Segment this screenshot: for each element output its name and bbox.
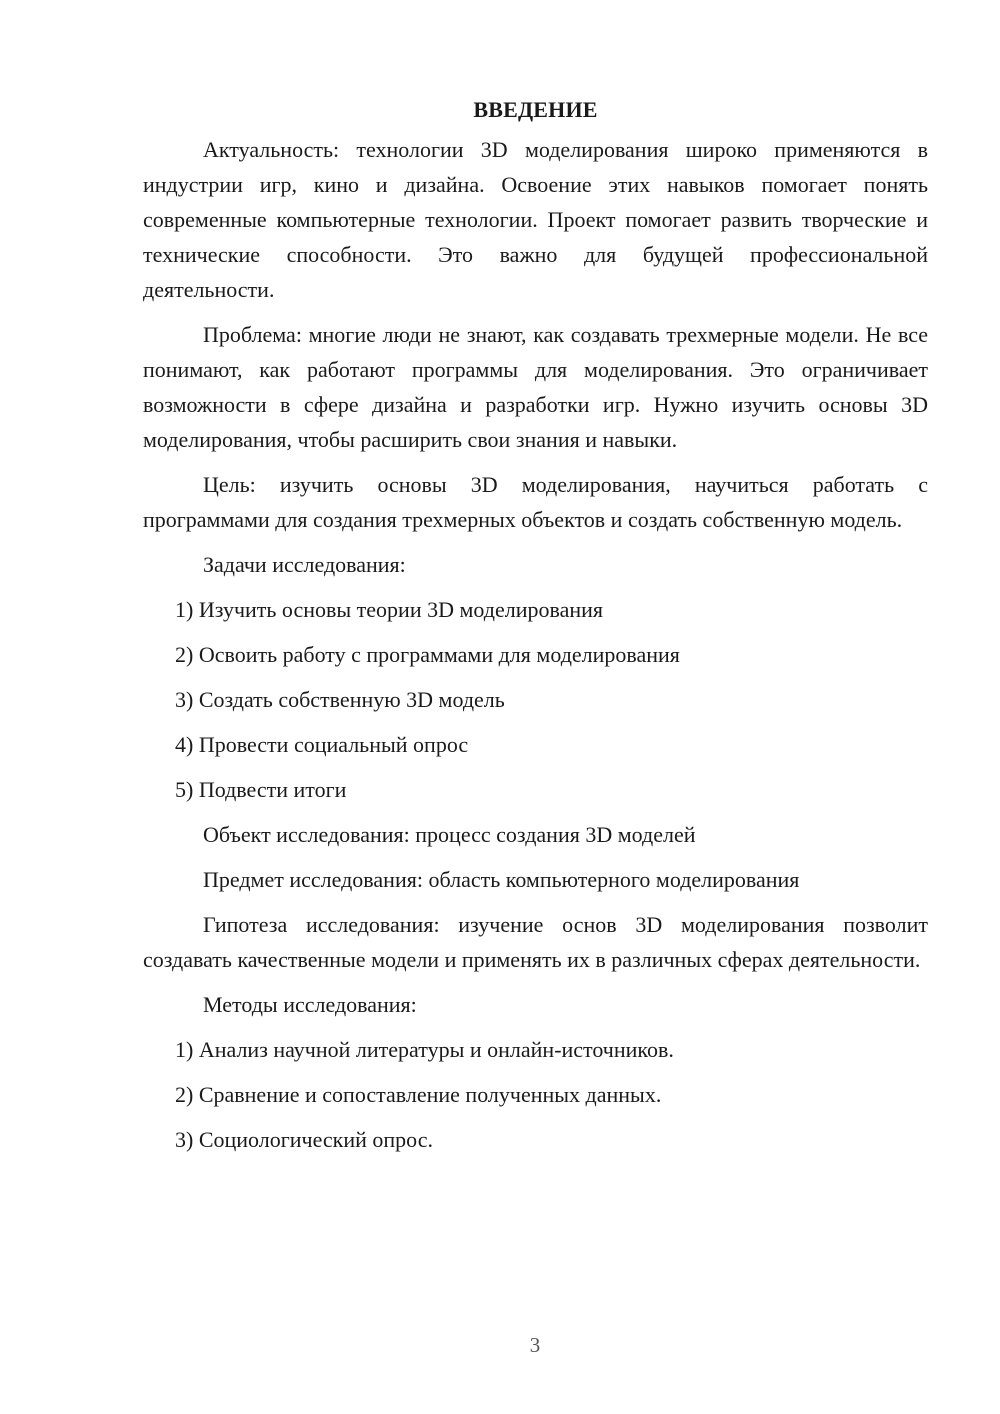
tasks-heading: Задачи исследования: xyxy=(203,552,406,577)
task-item: 2) Освоить работу с программами для моделирования xyxy=(175,642,680,667)
method-item: 3) Социологический опрос. xyxy=(175,1127,433,1152)
task-item: 3) Создать собственную 3D модель xyxy=(175,687,505,712)
method-item: 1) Анализ научной литературы и онлайн-источников. xyxy=(175,1037,674,1062)
goal-paragraph: Цель: изучить основы 3D моделирования, научиться работать с программами для создания трехмерных объектов и создать собственную модель. xyxy=(143,472,928,532)
task-item: 4) Провести социальный опрос xyxy=(175,732,469,757)
method-item: 2) Сравнение и сопоставление полученных данных. xyxy=(175,1082,662,1107)
task-item: 1) Изучить основы теории 3D моделирования xyxy=(175,597,604,622)
research-object: Объект исследования: процесс создания 3D моделей xyxy=(203,822,696,847)
methods-list xyxy=(143,1032,928,1157)
relevance-paragraph: Актуальность: технологии 3D моделирования широко применяются в индустрии игр, кино и дизайна. Освоение этих навыков помогает понять современные компьютерные технологии. Проект помогает развить творческие и технические способности. Это важно для будущей профессиональной деятельности. xyxy=(143,137,928,302)
hypothesis-paragraph: Гипотеза исследования: изучение основ 3D моделирования позволит создавать качественные модели и применять их в различных сферах деятельности. xyxy=(143,912,928,972)
problem-paragraph: Проблема: многие люди не знают, как создавать трехмерные модели. Не все понимают, как работают программы для моделирования. Это ограничивает возможности в сфере дизайна и разработки игр. Нужно изучить основы 3D моделирования, чтобы расширить свои знания и навыки. xyxy=(143,322,928,452)
section-title: ВВЕДЕНИЕ xyxy=(473,97,598,122)
document-page xyxy=(143,94,928,1167)
research-subject: Предмет исследования: область компьютерного моделирования xyxy=(203,867,800,892)
tasks-list xyxy=(143,592,928,807)
methods-heading: Методы исследования: xyxy=(203,992,417,1017)
page-number: 3 xyxy=(529,1333,541,1357)
task-item: 5) Подвести итоги xyxy=(175,777,347,802)
